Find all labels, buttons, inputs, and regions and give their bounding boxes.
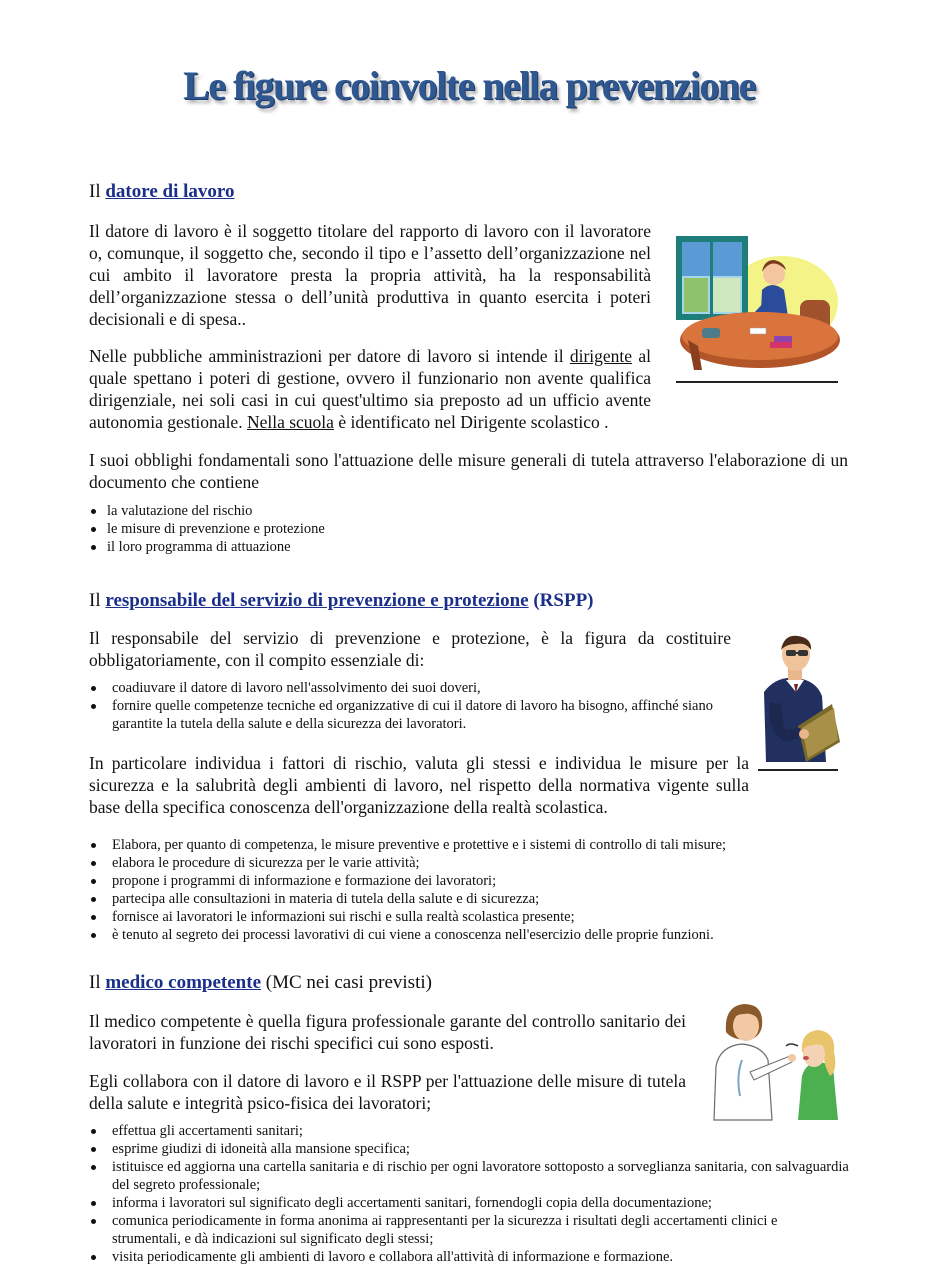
list-item: il loro programma di attuazione bbox=[89, 538, 789, 556]
heading-suffix: (MC nei casi previsti) bbox=[265, 972, 432, 993]
section-heading-datore bbox=[89, 181, 235, 203]
heading-prefix: Il bbox=[89, 590, 101, 611]
list-item: istituisce ed aggiorna una cartella sanitaria e di rischio per ogni lavoratore sottoposto a sorveglianza sanitaria, con salvaguardia del segreto professionale; bbox=[89, 1158, 849, 1194]
list-item: propone i programmi di informazione e formazione dei lavoratori; bbox=[89, 872, 829, 890]
datore-p2-text-c: è identificato nel Dirigente scolastico . bbox=[333, 412, 609, 432]
datore-paragraph-2 bbox=[89, 345, 651, 433]
datore-link[interactable]: datore di lavoro bbox=[105, 181, 235, 202]
bullet-icon bbox=[91, 1219, 96, 1224]
list-item: è tenuto al segreto dei processi lavorativi di cui viene a conoscenza nell'esercizio delle proprie funzioni. bbox=[89, 926, 829, 944]
datore-p2-text-a: Nelle pubbliche amministrazioni per datore di lavoro si intende il bbox=[89, 346, 570, 366]
bullet-icon bbox=[91, 545, 96, 550]
bullet-icon bbox=[91, 509, 96, 514]
image-underline bbox=[676, 381, 838, 383]
man-with-folder-image bbox=[756, 632, 842, 768]
bullet-icon bbox=[91, 1129, 96, 1134]
dirigente-link[interactable]: dirigente bbox=[569, 346, 633, 366]
list-item: fornisce ai lavoratori le informazioni sui rischi e sulla realtà scolastica presente; bbox=[89, 908, 829, 926]
nella-scuola-link[interactable]: Nella scuola bbox=[246, 412, 334, 432]
list-item: comunica periodicamente in forma anonima ai rappresentanti per la sicurezza i risultati degli accertamenti clinici e strumentali, e dà indicazioni sul significato degli stessi; bbox=[89, 1212, 849, 1248]
medico-paragraph-1: Il medico competente è quella figura professionale garante del controllo sanitario dei lavoratori in funzione dei rischi specifici cui sono esposti. bbox=[89, 1011, 686, 1053]
datore-bullet-list bbox=[89, 502, 789, 556]
list-item: le misure di prevenzione e protezione bbox=[89, 520, 789, 538]
bullet-icon bbox=[91, 704, 96, 709]
bullet-icon bbox=[91, 843, 96, 848]
list-item: informa i lavoratori sul significato degli accertamenti sanitari, fornendogli copia della documentazione; bbox=[89, 1194, 849, 1212]
list-item: Elabora, per quanto di competenza, le misure preventive e protettive e i sistemi di controllo di tali misure; bbox=[89, 836, 829, 854]
rspp-bullet-list-1 bbox=[89, 679, 734, 733]
bullet-icon bbox=[91, 527, 96, 532]
page-title: Le figure coinvolte nella prevenzione bbox=[183, 63, 755, 108]
bullet-icon bbox=[91, 686, 96, 691]
office-worker-image bbox=[672, 230, 840, 380]
rspp-link[interactable]: responsabile del servizio di prevenzione e protezione bbox=[105, 590, 529, 611]
list-item: effettua gli accertamenti sanitari; bbox=[89, 1122, 849, 1140]
datore-paragraph-3: I suoi obblighi fondamentali sono l'attuazione delle misure generali di tutela attraverso l'elaborazione di un documento che contiene bbox=[89, 450, 848, 492]
datore-p2-text-b: al quale spettano i poteri di gestione, ovvero il funzionario non avente qualifica dirigenziale, nei soli casi in cui quest'ultimo sia preposto ad un ufficio avente autonomia gestionale. bbox=[89, 346, 651, 432]
bullet-icon bbox=[91, 861, 96, 866]
doctor-child-image bbox=[706, 996, 846, 1122]
datore-paragraph-1: Il datore di lavoro è il soggetto titolare del rapporto di lavoro con il lavoratore o, comunque, il soggetto che, secondo il tipo e l’assetto dell’organizzazione nel cui ambito il lavoratore presta la propria attività, ha la responsabilità dell’organizzazione stessa o dell’unità produttiva in quanto esercita i poteri decisionali e di spesa.. bbox=[89, 221, 651, 329]
list-item: visita periodicamente gli ambienti di lavoro e collabora all'attività di informazione e formazione. bbox=[89, 1248, 849, 1266]
heading-prefix: Il bbox=[89, 972, 101, 993]
list-item: partecipa alle consultazioni in materia di tutela della salute e di sicurezza; bbox=[89, 890, 829, 908]
rspp-bullet-list-2 bbox=[89, 836, 829, 944]
bullet-icon bbox=[91, 1255, 96, 1260]
bullet-icon bbox=[91, 933, 96, 938]
list-item: coadiuvare il datore di lavoro nell'assolvimento dei suoi doveri, bbox=[89, 679, 734, 697]
bullet-icon bbox=[91, 915, 96, 920]
heading-suffix: (RSPP) bbox=[533, 590, 594, 611]
bullet-icon bbox=[91, 879, 96, 884]
list-item: fornire quelle competenze tecniche ed organizzative di cui il datore di lavoro ha bisogno, affinché siano garantite la tutela della salute e della sicurezza dei lavoratori. bbox=[89, 697, 734, 733]
rspp-paragraph-1: Il responsabile del servizio di prevenzione e protezione, è la figura da costituire obbligatoriamente, con il compito essenziale di: bbox=[89, 628, 731, 670]
list-item: esprime giudizi di idoneità alla mansione specifica; bbox=[89, 1140, 849, 1158]
image-underline bbox=[758, 769, 838, 771]
rspp-paragraph-2: In particolare individua i fattori di rischio, valuta gli stessi e individua le misure per la sicurezza e la salubrità degli ambienti di lavoro, nel rispetto della normativa vigente sulla base della specifica conoscenza dell'organizzazione della realtà scolastica. bbox=[89, 753, 749, 817]
bullet-icon bbox=[91, 1147, 96, 1152]
bullet-icon bbox=[91, 1201, 96, 1206]
list-item: la valutazione del rischio bbox=[89, 502, 789, 520]
medico-link[interactable]: medico competente bbox=[105, 972, 261, 993]
section-heading-medico bbox=[89, 972, 432, 994]
medico-bullet-list bbox=[89, 1122, 849, 1266]
heading-prefix: Il bbox=[89, 181, 101, 202]
medico-paragraph-2: Egli collabora con il datore di lavoro e il RSPP per l'attuazione delle misure di tutela della salute e integrità psico-fisica dei lavoratori; bbox=[89, 1071, 686, 1113]
bullet-icon bbox=[91, 897, 96, 902]
list-item: elabora le procedure di sicurezza per le varie attività; bbox=[89, 854, 829, 872]
bullet-icon bbox=[91, 1165, 96, 1170]
section-heading-rspp bbox=[89, 590, 594, 612]
